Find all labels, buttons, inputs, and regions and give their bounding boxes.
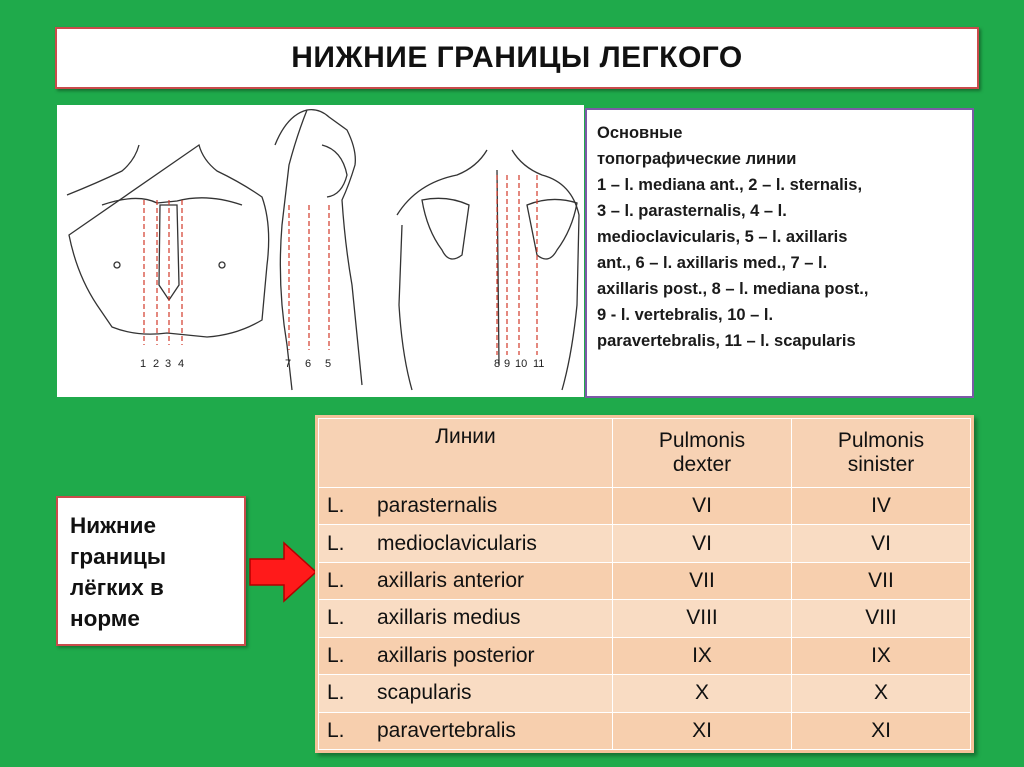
line-name-cell: [319, 488, 613, 525]
line-name: paravertebralis: [377, 718, 516, 742]
line-name: scapularis: [377, 681, 472, 705]
header-dexter-line-2: dexter: [672, 453, 732, 476]
legend-line-2: топографические линии: [597, 150, 797, 168]
lung-borders-table: [318, 418, 971, 750]
side-head: [322, 145, 347, 197]
table-header-row: [319, 419, 971, 488]
side-label-5: 5: [325, 358, 332, 370]
header-sinister-line-1: Pulmonis: [837, 429, 925, 452]
sinister-value: IX: [792, 637, 971, 674]
normal-borders-label-box: [56, 496, 246, 646]
dexter-value: XI: [613, 712, 792, 749]
line-name-cell: [319, 600, 613, 637]
back-scapula-left: [422, 198, 469, 259]
sinister-value: X: [792, 675, 971, 712]
line-prefix: L.: [327, 681, 345, 705]
back-torso-outline: [397, 150, 579, 390]
line-name: parasternalis: [377, 494, 498, 518]
lung-borders-table-wrap: [315, 415, 974, 753]
right-arrow-icon: [248, 541, 318, 603]
header-lines: Линии: [319, 419, 613, 488]
norm-line-3: лёгких в: [70, 575, 164, 600]
header-sinister: [792, 419, 971, 488]
table-row: [319, 675, 971, 712]
line-name: medioclavicularis: [377, 531, 537, 555]
front-torso-outline: [67, 145, 269, 337]
line-prefix: L.: [327, 494, 345, 518]
table-row: [319, 525, 971, 562]
line-prefix: L.: [327, 569, 345, 593]
legend-line-7: axillaris post., 8 – l. mediana post.,: [597, 280, 869, 298]
table-row: [319, 600, 971, 637]
topographic-lines-illustration: [57, 105, 584, 397]
legend-line-9: paravertebralis, 11 – l. scapularis: [597, 332, 856, 350]
header-dexter: [613, 419, 792, 488]
header-dexter-line-1: Pulmonis: [658, 429, 746, 452]
sinister-value: VI: [792, 525, 971, 562]
sinister-value: VII: [792, 562, 971, 599]
dexter-value: VII: [613, 562, 792, 599]
topographic-lines-legend: [585, 108, 974, 398]
line-name-cell: [319, 675, 613, 712]
table-row: [319, 488, 971, 525]
line-name-cell: [319, 525, 613, 562]
sinister-value: XI: [792, 712, 971, 749]
dexter-value: VI: [613, 525, 792, 562]
back-label-10: 10: [515, 358, 528, 370]
back-scapula-right: [527, 199, 577, 259]
side-label-6: 6: [305, 358, 312, 370]
legend-line-5: medioclavicularis, 5 – l. axillaris: [597, 228, 848, 246]
front-label-1: 1: [140, 358, 147, 370]
back-label-8: 8: [494, 358, 501, 370]
side-label-7: 7: [285, 358, 292, 370]
front-label-2: 2: [153, 358, 160, 370]
dexter-value: VIII: [613, 600, 792, 637]
dexter-value: VI: [613, 488, 792, 525]
back-label-11: 11: [533, 358, 545, 370]
sinister-value: VIII: [792, 600, 971, 637]
page-title: НИЖНИЕ ГРАНИЦЫ ЛЕГКОГО: [291, 41, 743, 74]
legend-line-8: 9 - l. vertebralis, 10 – l.: [597, 306, 774, 324]
dexter-value: IX: [613, 637, 792, 674]
table-row: [319, 637, 971, 674]
line-prefix: L.: [327, 606, 345, 630]
line-name-cell: [319, 712, 613, 749]
legend-line-4: 3 – l. parasternalis, 4 – l.: [597, 202, 787, 220]
norm-line-4: норме: [70, 606, 140, 631]
sinister-value: IV: [792, 488, 971, 525]
legend-line-6: ant., 6 – l. axillaris med., 7 – l.: [597, 254, 828, 272]
legend-line-3: 1 – l. mediana ant., 2 – l. sternalis,: [597, 176, 863, 194]
anatomy-drawing: [57, 105, 584, 397]
side-figure-outline: [275, 110, 362, 390]
dexter-value: X: [613, 675, 792, 712]
table-row: [319, 562, 971, 599]
line-prefix: L.: [327, 718, 345, 742]
line-name-cell: [319, 562, 613, 599]
norm-line-1: Нижние: [70, 513, 156, 538]
table-row: [319, 712, 971, 749]
line-prefix: L.: [327, 643, 345, 667]
line-name: axillaris medius: [377, 606, 521, 630]
back-label-9: 9: [504, 358, 511, 370]
legend-line-1: Основные: [597, 124, 683, 142]
line-prefix: L.: [327, 531, 345, 555]
line-name: axillaris anterior: [377, 569, 525, 593]
title-box: [55, 27, 979, 89]
line-name-cell: [319, 637, 613, 674]
line-name: axillaris posterior: [377, 643, 535, 667]
norm-line-2: границы: [70, 544, 167, 569]
header-sinister-line-2: sinister: [847, 453, 915, 476]
front-clavicles: [102, 198, 242, 205]
front-label-4: 4: [178, 358, 185, 370]
front-label-3: 3: [165, 358, 172, 370]
